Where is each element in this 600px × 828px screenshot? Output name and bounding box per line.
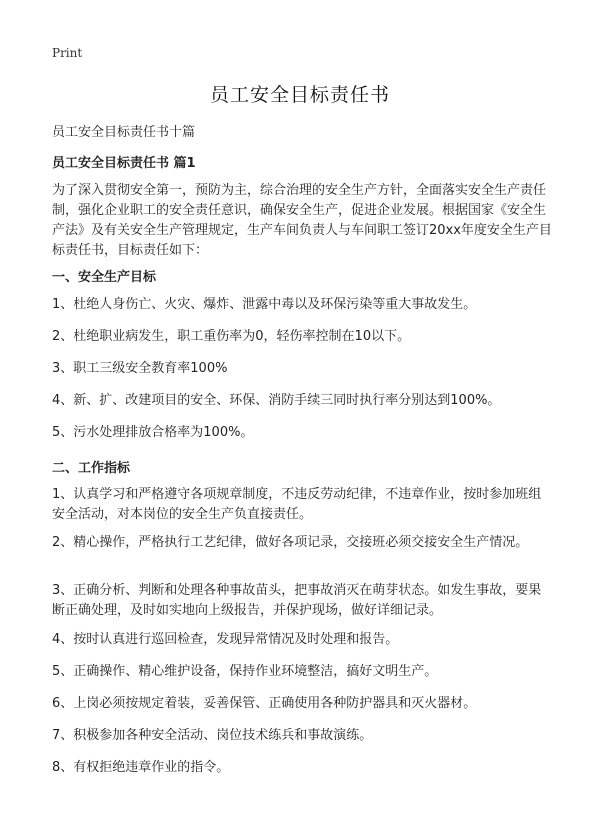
heading-work-indicators: 二、工作指标 — [52, 461, 131, 476]
intro-paragraph: 为了深入贯彻安全第一，预防为主，综合治理的安全生产方针，全面落实安全生产责任制，强化企业职工的安全责任意识，确保安全生产，促进企业发展。根据国家《安全生产法》及有关安全生产管理规定，生产车间负责人与车间职工签订20xx年度安全生产目标责任书，目标责任如下： — [52, 183, 552, 258]
goal-item-1: 1、杜绝人身伤亡、火灾、爆炸、泄露中毒以及环保污染等重大事故发生。 — [52, 297, 477, 312]
document-title: 员工安全目标责任书 — [209, 84, 390, 106]
goal-item-5: 5、污水处理排放合格率为100%。 — [52, 425, 254, 440]
indicator-item-1: 1、认真学习和严格遵守各项规章制度，不违反劳动纪律，不违章作业，按时参加班组安全活动，对本岗位的安全生产负直接责任。 — [52, 487, 542, 522]
indicator-item-2: 2、精心操作，严格执行工艺纪律，做好各项记录，交接班必须交接安全生产情况。 — [52, 535, 529, 550]
indicator-item-6: 6、上岗必须按规定着装，妥善保管、正确使用各种防护器具和灭火器材。 — [52, 696, 477, 711]
goal-item-2: 2、杜绝职业病发生，职工重伤率为0，轻伤率控制在10以下。 — [52, 329, 411, 344]
indicator-item-3: 3、正确分析、判断和处理各种事故苗头，把事故消灭在萌芽状态。如发生事故，要果断正确处理，及时如实地向上级报告，并保护现场，做好详细记录。 — [52, 583, 542, 618]
goal-item-4: 4、新、扩、改建项目的安全、环保、消防手续三同时执行率分别达到100%。 — [52, 393, 501, 408]
section-title: 员工安全目标责任书 篇1 — [52, 156, 196, 171]
document-subtitle: 员工安全目标责任书十篇 — [52, 125, 196, 140]
heading-safety-goals: 一、安全生产目标 — [52, 270, 157, 285]
indicator-item-4: 4、按时认真进行巡回检查，发现异常情况及时处理和报告。 — [52, 632, 399, 647]
goal-item-3: 3、职工三级安全教育率100% — [52, 361, 228, 376]
indicator-item-8: 8、有权拒绝违章作业的指令。 — [52, 760, 230, 775]
indicator-item-5: 5、正确操作、精心维护设备，保持作业环境整洁，搞好文明生产。 — [52, 664, 438, 679]
print-label: Print — [52, 46, 83, 60]
indicator-item-7: 7、积极参加各种安全活动、岗位技术练兵和事故演练。 — [52, 728, 373, 743]
